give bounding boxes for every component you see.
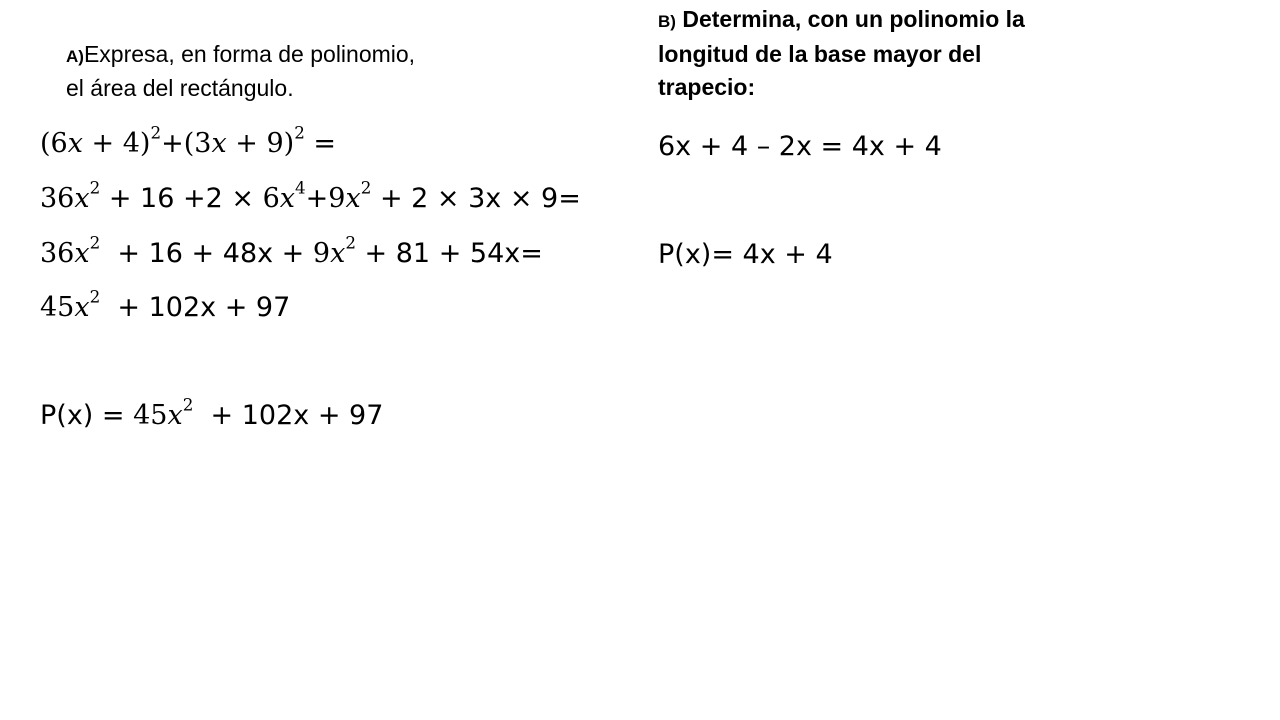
eq3-exponent: 2	[345, 232, 356, 253]
eq2-var: x	[74, 183, 90, 214]
answer-a-var: x	[167, 400, 183, 431]
eq4-text: + 102x + 97	[100, 292, 291, 323]
eq2-coef: 9	[328, 183, 346, 214]
eq3-coef: 9	[312, 238, 331, 269]
section-a-prompt-line1: Expresa, en forma de polinomio,	[83, 41, 416, 67]
eq4-exponent: 2	[89, 286, 101, 307]
answer-a-coef: 45	[133, 400, 168, 431]
section-a-tag: A)	[66, 47, 84, 66]
eq1-exponent: 2	[294, 122, 305, 143]
section-a-equation-3	[40, 232, 543, 269]
section-b-prompt-line3: trapecio:	[658, 74, 756, 100]
section-a-equation-4	[40, 286, 291, 323]
answer-a-exponent: 2	[182, 394, 194, 415]
eq2-coef: 6	[262, 183, 280, 214]
eq1-part: + 9)	[226, 128, 295, 159]
eq1-exponent: 2	[150, 122, 162, 143]
section-b-prompt	[658, 3, 1025, 104]
eq1-equals: =	[304, 128, 337, 159]
answer-a-text: + 102x + 97	[193, 400, 384, 431]
section-b-equation-1: 6x + 4 – 2x = 4x + 4	[658, 131, 942, 162]
eq2-exponent: 4	[295, 177, 306, 198]
eq2-var: x	[279, 183, 295, 214]
section-a-prompt-line2: el área del rectángulo.	[66, 75, 294, 101]
eq2-text: +	[305, 183, 329, 214]
eq2-exponent: 2	[360, 177, 372, 198]
eq2-text: + 2 × 3x × 9=	[371, 183, 581, 214]
answer-a-prefix: P(x) =	[40, 400, 134, 431]
eq3-var: x	[330, 238, 346, 269]
section-a-equation-1	[40, 122, 337, 159]
section-b-answer: P(x)= 4x + 4	[658, 239, 833, 270]
eq2-text: + 16 +2 ×	[100, 183, 263, 214]
eq1-part: (3	[183, 128, 212, 159]
section-b-tag: B)	[658, 12, 676, 31]
eq1-var: x	[67, 128, 83, 159]
eq3-coef: 36	[40, 238, 75, 269]
eq3-var: x	[74, 238, 90, 269]
section-b-prompt-line1: Determina, con un polinomio la	[675, 6, 1025, 32]
eq4-coef: 45	[40, 292, 75, 323]
eq1-part: + 4)	[82, 128, 151, 159]
section-a-prompt-2	[66, 74, 294, 103]
eq2-coef: 36	[40, 183, 75, 214]
eq3-text: + 81 + 54x=	[355, 238, 543, 269]
section-b-prompt-line2: longitud de la base mayor del	[658, 41, 982, 67]
section-a-answer	[40, 394, 384, 431]
section-a-equation-2	[40, 177, 581, 214]
eq1-part: (6	[40, 128, 68, 159]
eq2-exponent: 2	[89, 177, 101, 198]
eq2-var: x	[345, 183, 361, 214]
eq4-var: x	[74, 292, 90, 323]
eq3-exponent: 2	[89, 232, 101, 253]
eq1-plus: +	[161, 128, 184, 159]
eq1-var: x	[211, 128, 227, 159]
section-a-prompt	[66, 40, 415, 71]
eq3-text: + 16 + 48x +	[100, 238, 313, 269]
